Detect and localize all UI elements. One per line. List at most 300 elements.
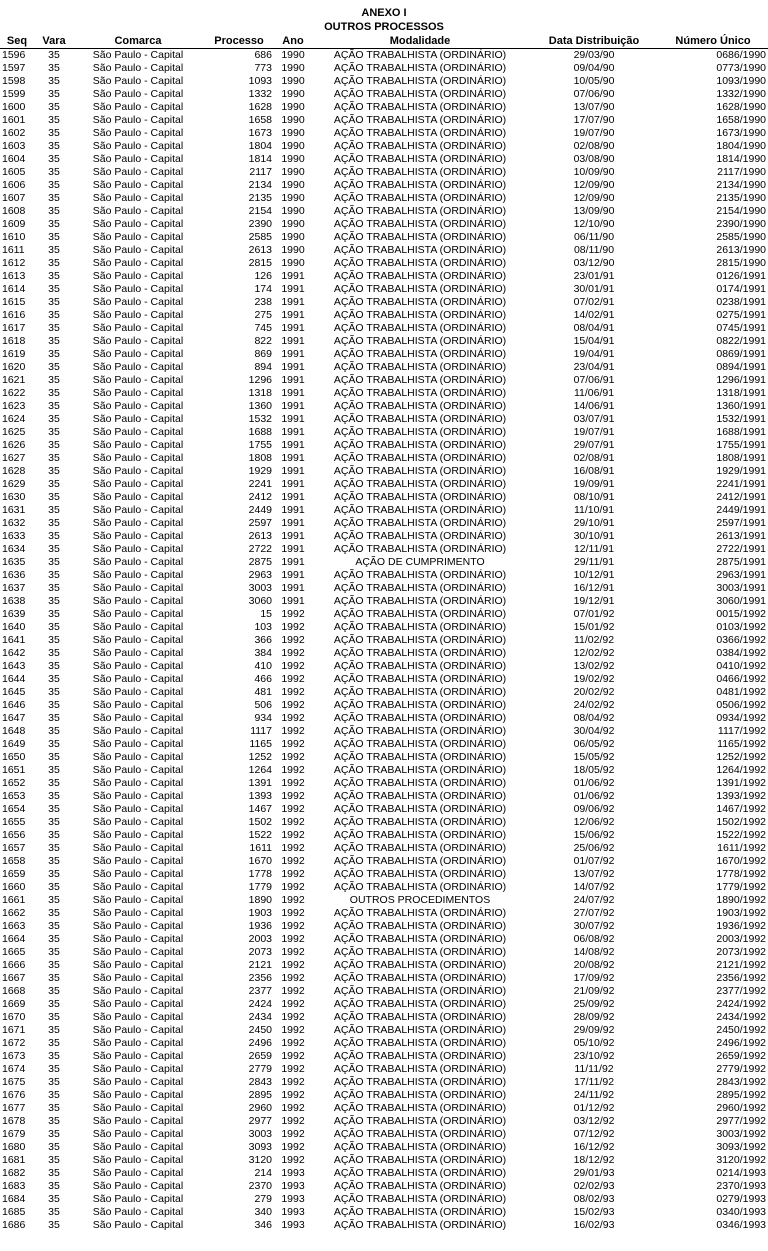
cell-numero-unico: 1360/1991 (716, 400, 766, 412)
cell-modalidade: AÇÃO TRABALHISTA (ORDINÁRIO) (333, 270, 507, 282)
table-row (0, 478, 768, 491)
cell-numero-unico: 2377/1992 (716, 985, 766, 997)
cell-seq: 1639 (2, 608, 26, 620)
cell-ano: 1991 (281, 361, 305, 373)
cell-modalidade: AÇÃO TRABALHISTA (ORDINÁRIO) (333, 751, 507, 763)
cell-seq: 1631 (2, 504, 26, 516)
cell-data-distribuicao: 23/01/91 (573, 270, 615, 282)
cell-processo: 1252 (248, 751, 272, 763)
cell-ano: 1990 (281, 218, 305, 230)
cell-vara: 35 (48, 543, 60, 555)
cell-modalidade: AÇÃO TRABALHISTA (ORDINÁRIO) (333, 153, 507, 165)
cell-data-distribuicao: 23/10/92 (573, 1050, 615, 1062)
cell-ano: 1992 (281, 920, 305, 932)
cell-vara: 35 (48, 881, 60, 893)
cell-processo: 2135 (248, 192, 272, 204)
cell-processo: 1117 (250, 725, 272, 737)
cell-comarca: São Paulo - Capital (92, 907, 184, 919)
cell-comarca: São Paulo - Capital (92, 673, 184, 685)
cell-processo: 3120 (248, 1154, 272, 1166)
table-row (0, 296, 768, 309)
cell-data-distribuicao: 03/08/90 (573, 153, 615, 165)
cell-vara: 35 (48, 374, 60, 386)
cell-comarca: São Paulo - Capital (92, 439, 184, 451)
cell-seq: 1615 (2, 296, 26, 308)
cell-data-distribuicao: 12/06/92 (573, 816, 615, 828)
cell-modalidade: AÇÃO TRABALHISTA (ORDINÁRIO) (333, 855, 507, 867)
cell-numero-unico: 2003/1992 (716, 933, 766, 945)
cell-data-distribuicao: 08/04/92 (573, 712, 615, 724)
cell-processo: 1467 (248, 803, 272, 815)
cell-seq: 1613 (2, 270, 26, 282)
cell-numero-unico: 2121/1992 (716, 959, 766, 971)
cell-vara: 35 (48, 153, 60, 165)
table-row (0, 413, 768, 426)
cell-seq: 1659 (2, 868, 26, 880)
cell-vara: 35 (48, 1011, 60, 1023)
cell-data-distribuicao: 02/08/90 (573, 140, 615, 152)
cell-numero-unico: 0279/1993 (716, 1193, 766, 1205)
cell-modalidade: AÇÃO TRABALHISTA (ORDINÁRIO) (333, 309, 507, 321)
cell-vara: 35 (48, 283, 60, 295)
cell-modalidade: AÇÃO TRABALHISTA (ORDINÁRIO) (333, 218, 507, 230)
cell-processo: 2960 (248, 1102, 272, 1114)
cell-vara: 35 (48, 907, 60, 919)
table-row (0, 101, 768, 114)
cell-processo: 869 (254, 348, 272, 360)
cell-numero-unico: 2977/1992 (716, 1115, 766, 1127)
table-header-row (0, 35, 768, 49)
cell-comarca: São Paulo - Capital (92, 270, 184, 282)
cell-seq: 1676 (2, 1089, 26, 1101)
cell-data-distribuicao: 30/10/91 (573, 530, 615, 542)
cell-comarca: São Paulo - Capital (92, 543, 184, 555)
cell-data-distribuicao: 30/01/91 (573, 283, 615, 295)
table-row (0, 426, 768, 439)
cell-ano: 1993 (281, 1193, 305, 1205)
cell-processo: 126 (254, 270, 272, 282)
cell-seq: 1679 (2, 1128, 26, 1140)
table-row (0, 881, 768, 894)
cell-comarca: São Paulo - Capital (92, 790, 184, 802)
cell-seq: 1646 (2, 699, 26, 711)
cell-comarca: São Paulo - Capital (92, 153, 184, 165)
cell-seq: 1642 (2, 647, 26, 659)
cell-modalidade: AÇÃO TRABALHISTA (ORDINÁRIO) (333, 1076, 507, 1088)
cell-data-distribuicao: 27/07/92 (573, 907, 615, 919)
cell-vara: 35 (48, 595, 60, 607)
cell-seq: 1641 (2, 634, 26, 646)
process-table (0, 35, 768, 1232)
cell-vara: 35 (48, 530, 60, 542)
cell-processo: 773 (254, 62, 272, 74)
cell-comarca: São Paulo - Capital (92, 595, 184, 607)
cell-comarca: São Paulo - Capital (92, 582, 184, 594)
table-row (0, 348, 768, 361)
cell-numero-unico: 0894/1991 (716, 361, 766, 373)
cell-processo: 2117 (249, 166, 272, 178)
cell-comarca: São Paulo - Capital (92, 1063, 184, 1075)
table-row (0, 855, 768, 868)
cell-processo: 2356 (248, 972, 272, 984)
cell-data-distribuicao: 15/01/92 (573, 621, 615, 633)
cell-modalidade: AÇÃO TRABALHISTA (ORDINÁRIO) (333, 439, 507, 451)
cell-numero-unico: 0773/1990 (716, 62, 766, 74)
cell-data-distribuicao: 06/05/92 (573, 738, 615, 750)
cell-comarca: São Paulo - Capital (92, 1011, 184, 1023)
cell-numero-unico: 3003/1992 (716, 1128, 766, 1140)
cell-data-distribuicao: 19/07/91 (573, 426, 615, 438)
cell-modalidade: AÇÃO TRABALHISTA (ORDINÁRIO) (333, 504, 507, 516)
cell-numero-unico: 1688/1991 (716, 426, 766, 438)
cell-processo: 174 (254, 283, 272, 295)
cell-vara: 35 (48, 712, 60, 724)
cell-ano: 1991 (281, 582, 305, 594)
table-row (0, 517, 768, 530)
cell-ano: 1991 (281, 400, 305, 412)
cell-data-distribuicao: 01/06/92 (573, 777, 615, 789)
cell-seq: 1657 (2, 842, 26, 854)
cell-modalidade: AÇÃO TRABALHISTA (ORDINÁRIO) (333, 1219, 507, 1231)
cell-modalidade: AÇÃO TRABALHISTA (ORDINÁRIO) (333, 764, 507, 776)
cell-numero-unico: 0340/1993 (716, 1206, 766, 1218)
cell-comarca: São Paulo - Capital (92, 348, 184, 360)
cell-processo: 275 (254, 309, 272, 321)
cell-numero-unico: 2895/1992 (716, 1089, 766, 1101)
cell-ano: 1990 (281, 205, 305, 217)
cell-vara: 35 (48, 673, 60, 685)
cell-comarca: São Paulo - Capital (92, 569, 184, 581)
cell-processo: 2370 (248, 1180, 272, 1192)
cell-seq: 1598 (2, 75, 26, 87)
cell-comarca: São Paulo - Capital (92, 374, 184, 386)
cell-comarca: São Paulo - Capital (92, 933, 184, 945)
cell-modalidade: AÇÃO TRABALHISTA (ORDINÁRIO) (333, 842, 507, 854)
cell-processo: 1264 (248, 764, 272, 776)
cell-processo: 894 (254, 361, 272, 373)
cell-modalidade: AÇÃO TRABALHISTA (ORDINÁRIO) (333, 621, 507, 633)
cell-processo: 1804 (248, 140, 272, 152)
cell-comarca: São Paulo - Capital (92, 855, 184, 867)
cell-seq: 1681 (2, 1154, 26, 1166)
cell-ano: 1992 (281, 673, 305, 685)
table-row (0, 920, 768, 933)
cell-comarca: São Paulo - Capital (92, 881, 184, 893)
cell-comarca: São Paulo - Capital (92, 1219, 184, 1231)
cell-processo: 1929 (248, 465, 272, 477)
cell-seq: 1605 (2, 166, 26, 178)
cell-modalidade: AÇÃO TRABALHISTA (ORDINÁRIO) (333, 1154, 507, 1166)
cell-data-distribuicao: 14/07/92 (573, 881, 615, 893)
cell-numero-unico: 1611/1992 (717, 842, 766, 854)
cell-numero-unico: 0934/1992 (716, 712, 766, 724)
cell-comarca: São Paulo - Capital (92, 868, 184, 880)
cell-processo: 506 (254, 699, 272, 711)
cell-vara: 35 (48, 621, 60, 633)
cell-data-distribuicao: 07/01/92 (573, 608, 615, 620)
cell-ano: 1991 (281, 452, 305, 464)
cell-data-distribuicao: 12/09/90 (573, 192, 615, 204)
cell-vara: 35 (48, 1141, 60, 1153)
cell-processo: 822 (254, 335, 272, 347)
column-header-comarca: Comarca (74, 35, 202, 49)
cell-data-distribuicao: 20/08/92 (573, 959, 615, 971)
cell-numero-unico: 2449/1991 (716, 504, 766, 516)
cell-data-distribuicao: 06/11/90 (573, 231, 615, 243)
cell-processo: 103 (254, 621, 272, 633)
table-row (0, 192, 768, 205)
cell-vara: 35 (48, 1063, 60, 1075)
cell-processo: 1391 (248, 777, 272, 789)
table-row (0, 491, 768, 504)
cell-comarca: São Paulo - Capital (92, 1128, 184, 1140)
cell-vara: 35 (48, 959, 60, 971)
cell-processo: 2003 (248, 933, 272, 945)
cell-comarca: São Paulo - Capital (92, 1180, 184, 1192)
cell-numero-unico: 1332/1990 (716, 88, 766, 100)
cell-modalidade: AÇÃO TRABALHISTA (ORDINÁRIO) (333, 634, 507, 646)
cell-ano: 1991 (281, 348, 305, 360)
cell-comarca: São Paulo - Capital (92, 634, 184, 646)
table-row (0, 621, 768, 634)
cell-comarca: São Paulo - Capital (92, 322, 184, 334)
cell-seq: 1624 (2, 413, 26, 425)
cell-comarca: São Paulo - Capital (92, 699, 184, 711)
cell-processo: 2390 (248, 218, 272, 230)
cell-comarca: São Paulo - Capital (92, 491, 184, 503)
cell-vara: 35 (48, 335, 60, 347)
column-header-modalidade: Modalidade (310, 35, 530, 49)
cell-numero-unico: 0869/1991 (716, 348, 766, 360)
table-row (0, 972, 768, 985)
cell-seq: 1601 (2, 114, 26, 126)
cell-comarca: São Paulo - Capital (92, 985, 184, 997)
table-row (0, 1063, 768, 1076)
cell-modalidade: AÇÃO TRABALHISTA (ORDINÁRIO) (333, 296, 507, 308)
cell-vara: 35 (48, 49, 60, 61)
cell-data-distribuicao: 01/12/92 (573, 1102, 615, 1114)
cell-vara: 35 (48, 647, 60, 659)
cell-vara: 35 (48, 725, 60, 737)
table-row (0, 608, 768, 621)
cell-seq: 1638 (2, 595, 26, 607)
cell-comarca: São Paulo - Capital (92, 413, 184, 425)
cell-data-distribuicao: 08/02/93 (573, 1193, 615, 1205)
cell-numero-unico: 0410/1992 (716, 660, 766, 672)
cell-numero-unico: 2450/1992 (716, 1024, 766, 1036)
cell-numero-unico: 2722/1991 (716, 543, 766, 555)
cell-modalidade: AÇÃO TRABALHISTA (ORDINÁRIO) (333, 127, 507, 139)
cell-seq: 1658 (2, 855, 26, 867)
cell-data-distribuicao: 10/09/90 (573, 166, 615, 178)
cell-seq: 1664 (2, 933, 26, 945)
table-row (0, 504, 768, 517)
cell-comarca: São Paulo - Capital (92, 231, 184, 243)
cell-ano: 1992 (281, 985, 305, 997)
cell-data-distribuicao: 14/02/91 (573, 309, 615, 321)
cell-numero-unico: 1093/1990 (716, 75, 766, 87)
cell-numero-unico: 1532/1991 (716, 413, 766, 425)
cell-ano: 1992 (281, 686, 305, 698)
table-row (0, 686, 768, 699)
cell-ano: 1991 (281, 439, 305, 451)
cell-ano: 1992 (281, 764, 305, 776)
cell-data-distribuicao: 19/09/91 (573, 478, 615, 490)
cell-numero-unico: 2613/1991 (716, 530, 766, 542)
cell-comarca: São Paulo - Capital (92, 1037, 184, 1049)
cell-modalidade: AÇÃO TRABALHISTA (ORDINÁRIO) (333, 595, 507, 607)
cell-vara: 35 (48, 309, 60, 321)
cell-seq: 1686 (2, 1219, 26, 1231)
table-row (0, 985, 768, 998)
cell-vara: 35 (48, 1076, 60, 1088)
cell-seq: 1656 (2, 829, 26, 841)
cell-vara: 35 (48, 192, 60, 204)
table-row (0, 1180, 768, 1193)
table-row (0, 1141, 768, 1154)
table-row (0, 231, 768, 244)
cell-modalidade: AÇÃO TRABALHISTA (ORDINÁRIO) (333, 478, 507, 490)
cell-processo: 2496 (248, 1037, 272, 1049)
table-row (0, 894, 768, 907)
table-row (0, 1050, 768, 1063)
cell-modalidade: AÇÃO TRABALHISTA (ORDINÁRIO) (333, 1050, 507, 1062)
cell-seq: 1661 (2, 894, 26, 906)
cell-processo: 1611 (249, 842, 272, 854)
cell-comarca: São Paulo - Capital (92, 283, 184, 295)
cell-numero-unico: 1318/1991 (716, 387, 766, 399)
cell-ano: 1992 (281, 868, 305, 880)
cell-seq: 1614 (2, 283, 26, 295)
cell-vara: 35 (48, 738, 60, 750)
cell-modalidade: AÇÃO TRABALHISTA (ORDINÁRIO) (333, 1128, 507, 1140)
cell-numero-unico: 1814/1990 (716, 153, 766, 165)
cell-comarca: São Paulo - Capital (92, 920, 184, 932)
cell-numero-unico: 1467/1992 (716, 803, 766, 815)
cell-comarca: São Paulo - Capital (92, 829, 184, 841)
cell-data-distribuicao: 14/06/91 (573, 400, 615, 412)
cell-processo: 1903 (248, 907, 272, 919)
cell-seq: 1623 (2, 400, 26, 412)
cell-seq: 1633 (2, 530, 26, 542)
table-row (0, 1011, 768, 1024)
cell-data-distribuicao: 19/04/91 (573, 348, 615, 360)
column-header-vara: Vara (34, 35, 74, 49)
cell-comarca: São Paulo - Capital (92, 387, 184, 399)
cell-seq: 1650 (2, 751, 26, 763)
cell-numero-unico: 2154/1990 (716, 205, 766, 217)
cell-ano: 1992 (281, 842, 305, 854)
table-row (0, 907, 768, 920)
cell-numero-unico: 1755/1991 (716, 439, 766, 451)
cell-data-distribuicao: 17/11/92 (573, 1076, 615, 1088)
cell-numero-unico: 2390/1990 (716, 218, 766, 230)
cell-numero-unico: 2613/1990 (716, 244, 766, 256)
cell-processo: 2963 (248, 569, 272, 581)
cell-numero-unico: 2356/1992 (716, 972, 766, 984)
cell-ano: 1990 (281, 127, 305, 139)
cell-processo: 1332 (248, 88, 272, 100)
cell-ano: 1992 (281, 1128, 305, 1140)
cell-processo: 340 (254, 1206, 272, 1218)
cell-modalidade: AÇÃO TRABALHISTA (ORDINÁRIO) (333, 738, 507, 750)
table-row (0, 62, 768, 75)
table-row (0, 75, 768, 88)
cell-seq: 1637 (2, 582, 26, 594)
cell-vara: 35 (48, 569, 60, 581)
cell-seq: 1653 (2, 790, 26, 802)
cell-numero-unico: 1658/1990 (716, 114, 766, 126)
cell-numero-unico: 2585/1990 (716, 231, 766, 243)
cell-data-distribuicao: 25/09/92 (573, 998, 615, 1010)
cell-modalidade: AÇÃO TRABALHISTA (ORDINÁRIO) (333, 348, 507, 360)
table-row (0, 712, 768, 725)
table-row (0, 1102, 768, 1115)
cell-modalidade: AÇÃO TRABALHISTA (ORDINÁRIO) (333, 530, 507, 542)
cell-seq: 1652 (2, 777, 26, 789)
cell-vara: 35 (48, 491, 60, 503)
cell-ano: 1991 (281, 504, 305, 516)
cell-processo: 2412 (248, 491, 272, 503)
cell-seq: 1632 (2, 517, 26, 529)
cell-processo: 1688 (248, 426, 272, 438)
cell-processo: 279 (254, 1193, 272, 1205)
cell-data-distribuicao: 08/10/91 (573, 491, 615, 503)
cell-data-distribuicao: 29/10/91 (573, 517, 615, 529)
cell-data-distribuicao: 07/12/92 (573, 1128, 615, 1140)
cell-processo: 1093 (248, 75, 272, 87)
cell-data-distribuicao: 30/07/92 (573, 920, 615, 932)
cell-processo: 1502 (248, 816, 272, 828)
table-row (0, 322, 768, 335)
cell-vara: 35 (48, 1219, 60, 1231)
cell-modalidade: AÇÃO TRABALHISTA (ORDINÁRIO) (333, 1193, 507, 1205)
table-row (0, 634, 768, 647)
cell-numero-unico: 3003/1991 (716, 582, 766, 594)
cell-vara: 35 (48, 660, 60, 672)
cell-data-distribuicao: 07/06/90 (573, 88, 615, 100)
cell-seq: 1604 (2, 153, 26, 165)
cell-ano: 1992 (281, 933, 305, 945)
cell-processo: 346 (254, 1219, 272, 1231)
cell-modalidade: AÇÃO TRABALHISTA (ORDINÁRIO) (333, 400, 507, 412)
cell-ano: 1991 (281, 478, 305, 490)
cell-comarca: São Paulo - Capital (92, 894, 184, 906)
cell-vara: 35 (48, 1024, 60, 1036)
cell-modalidade: AÇÃO TRABALHISTA (ORDINÁRIO) (333, 998, 507, 1010)
cell-processo: 1778 (248, 868, 272, 880)
cell-ano: 1990 (281, 88, 305, 100)
cell-data-distribuicao: 29/01/93 (573, 1167, 615, 1179)
cell-modalidade: AÇÃO TRABALHISTA (ORDINÁRIO) (333, 1180, 507, 1192)
cell-numero-unico: 0745/1991 (716, 322, 766, 334)
cell-data-distribuicao: 12/02/92 (573, 647, 615, 659)
table-row (0, 1037, 768, 1050)
cell-vara: 35 (48, 1050, 60, 1062)
cell-data-distribuicao: 11/06/91 (573, 387, 615, 399)
cell-data-distribuicao: 24/07/92 (573, 894, 615, 906)
cell-seq: 1647 (2, 712, 26, 724)
cell-ano: 1992 (281, 1037, 305, 1049)
cell-modalidade: AÇÃO TRABALHISTA (ORDINÁRIO) (333, 582, 507, 594)
cell-comarca: São Paulo - Capital (92, 1089, 184, 1101)
cell-data-distribuicao: 09/06/92 (573, 803, 615, 815)
column-header-data-distribuicao: Data Distribuição (530, 35, 658, 49)
cell-data-distribuicao: 15/06/92 (573, 829, 615, 841)
cell-data-distribuicao: 14/08/92 (573, 946, 615, 958)
cell-data-distribuicao: 15/04/91 (573, 335, 615, 347)
column-header-ano: Ano (276, 35, 310, 49)
